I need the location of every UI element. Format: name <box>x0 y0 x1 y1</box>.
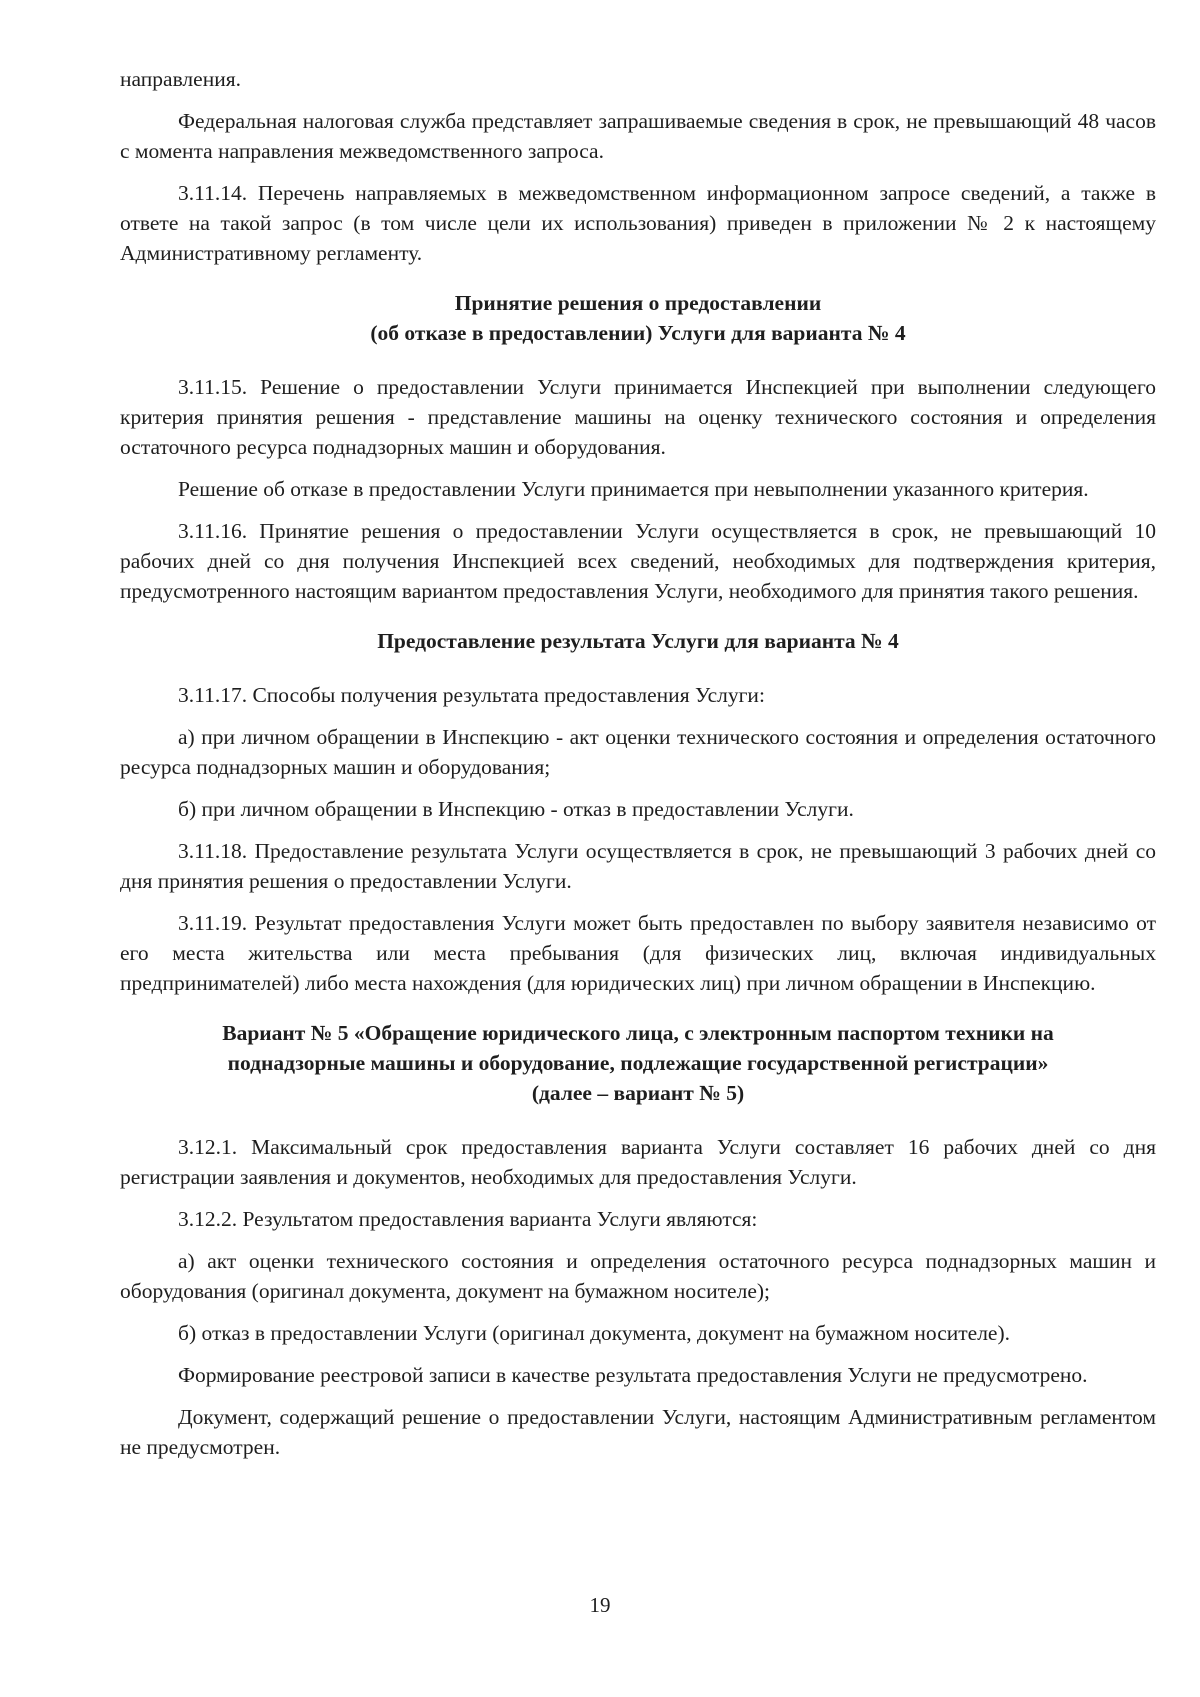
paragraph-continuation: направления. <box>120 67 241 91</box>
heading-result <box>160 626 1116 656</box>
paragraph-3-11-19: 3.11.19. Результат предоставления Услуги может быть предоставлен по выбору заявителя независимо от его места жительства или места пребывания (для физических лиц, включая индивидуальных предпринимателей) либо места нахождения (для юридических лиц) при личном обращении в Инспекцию. <box>120 911 1156 995</box>
heading-decision-line-2: (об отказе в предоставлении) Услуги для варианта № 4 <box>370 321 906 345</box>
paragraph-3-11-17: 3.11.17. Способы получения результата предоставления Услуги: <box>178 683 765 707</box>
heading-variant-5-line-3: (далее – вариант № 5) <box>531 1081 745 1105</box>
paragraph-item-a: а) при личном обращении в Инспекцию - акт оценки технического состояния и определения остаточного ресурса поднадзорных машин и оборудования; <box>120 725 1156 779</box>
heading-decision <box>160 288 1116 348</box>
heading-variant-5 <box>160 1018 1116 1108</box>
paragraph-3-11-18: 3.11.18. Предоставление результата Услуги осуществляется в срок, не превышающий 3 рабочих дней со дня принятия решения о предоставлении Услуги. <box>120 839 1156 893</box>
paragraph-variant5-item-a: а) акт оценки технического состояния и определения остаточного ресурса поднадзорных машин и оборудования (оригинал документа, документ на бумажном носителе); <box>120 1249 1156 1303</box>
heading-result-line: Предоставление результата Услуги для варианта № 4 <box>377 629 899 653</box>
paragraph-decision-document: Документ, содержащий решение о предоставлении Услуги, настоящим Административным регламентом не предусмотрен. <box>120 1405 1156 1459</box>
paragraph-variant5-item-b: б) отказ в предоставлении Услуги (оригинал документа, документ на бумажном носителе). <box>178 1321 1011 1345</box>
paragraph-3-11-15: 3.11.15. Решение о предоставлении Услуги принимается Инспекцией при выполнении следующего критерия принятия решения - представление машины на оценку технического состояния и определения остаточного ресурса поднадзорных машин и оборудования. <box>120 375 1156 459</box>
paragraph-3-12-1: 3.12.1. Максимальный срок предоставления варианта Услуги составляет 16 рабочих дней со дня регистрации заявления и документов, необходимых для предоставления Услуги. <box>120 1135 1156 1189</box>
heading-decision-line-1: Принятие решения о предоставлении <box>454 291 822 315</box>
paragraph-3-11-16: 3.11.16. Принятие решения о предоставлении Услуги осуществляется в срок, не превышающий 10 рабочих дней со дня получения Инспекцией всех сведений, необходимых для подтверждения критерия, предусмотренного настоящим вариантом предоставления Услуги, необходимого для принятия такого решения. <box>120 519 1156 603</box>
paragraph-3-11-14: 3.11.14. Перечень направляемых в межведомственном информационном запросе сведений, а также в ответе на такой запрос (в том числе цели их использования) приведен в приложении № 2 к настоящему Административному регламенту. <box>120 181 1156 265</box>
paragraph-3-12-2: 3.12.2. Результатом предоставления варианта Услуги являются: <box>178 1207 758 1231</box>
paragraph-registry-record: Формирование реестровой записи в качестве результата предоставления Услуги не предусмотрено. <box>178 1363 1088 1387</box>
heading-variant-5-line-2: поднадзорные машины и оборудование, подлежащие государственной регистрации» <box>227 1051 1049 1075</box>
heading-variant-5-line-1: Вариант № 5 «Обращение юридического лица, с электронным паспортом техники на <box>222 1021 1054 1045</box>
paragraph-item-b: б) при личном обращении в Инспекцию - отказ в предоставлении Услуги. <box>178 797 854 821</box>
paragraph-fns-deadline: Федеральная налоговая служба представляет запрашиваемые сведения в срок, не превышающий 48 часов с момента направления межведомственного запроса. <box>120 109 1156 163</box>
paragraph-refusal-decision: Решение об отказе в предоставлении Услуги принимается при невыполнении указанного критерия. <box>178 477 1089 501</box>
page-number: 19 <box>589 1593 611 1617</box>
